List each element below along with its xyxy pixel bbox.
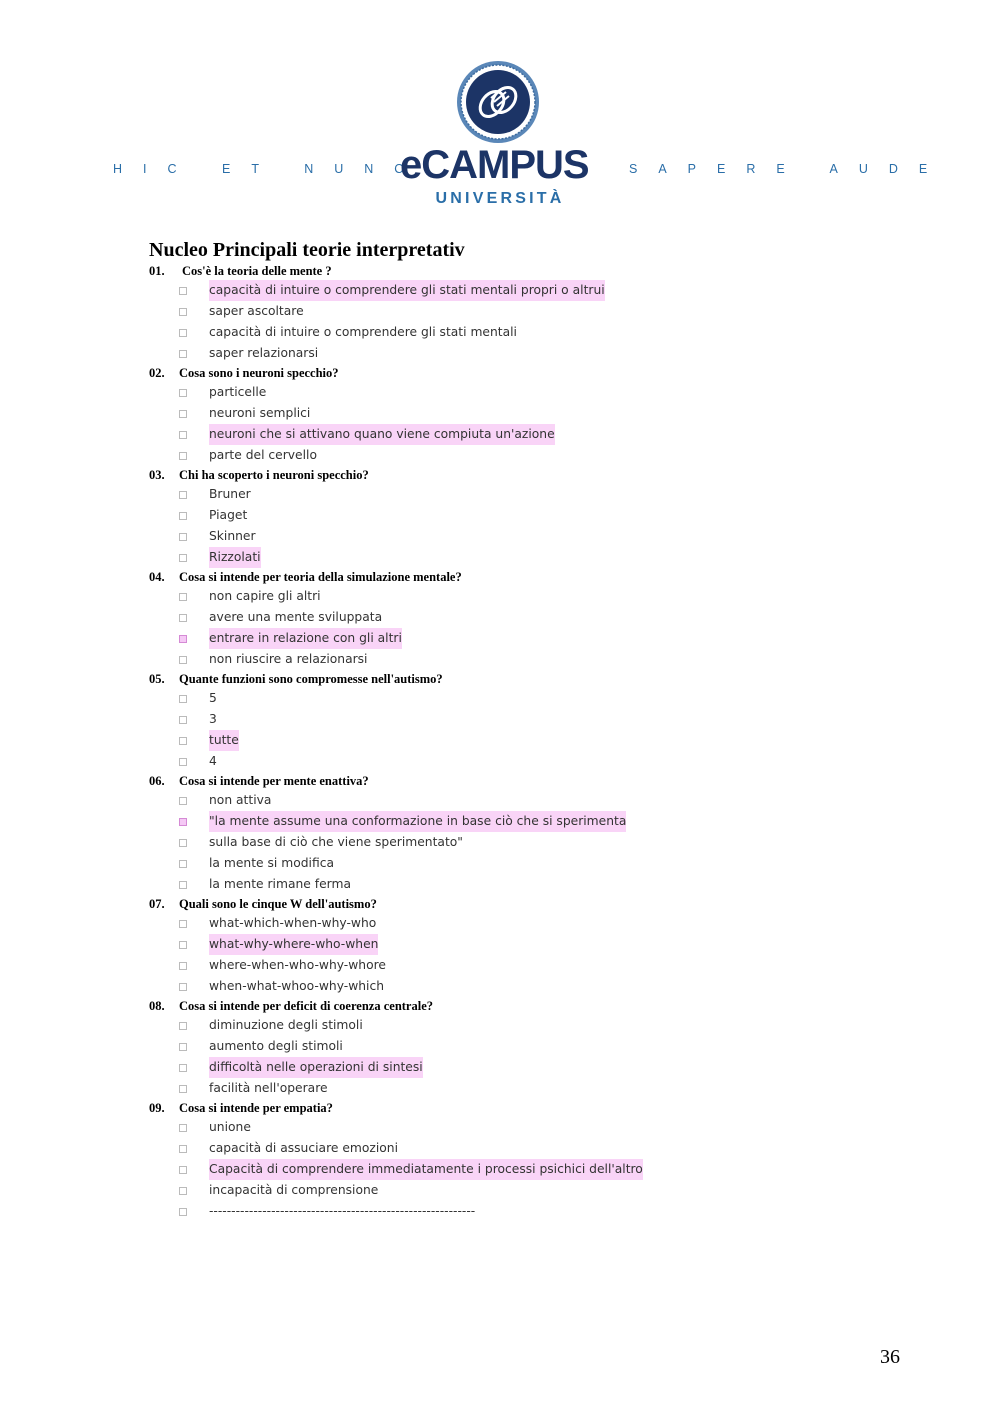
answer-text: capacità di intuire o comprendere gli stati mentali [209, 325, 517, 339]
question-number: 07. [149, 897, 165, 911]
answer-text: la mente si modifica [209, 856, 334, 870]
question-number: 01. [149, 264, 165, 278]
answer-text: ------------------------------------------------------------ [209, 1204, 476, 1218]
question-heading [149, 364, 869, 382]
answer-text-highlighted: what-why-where-who-when [209, 934, 378, 955]
question-heading [149, 670, 869, 688]
checkbox-icon[interactable] [179, 635, 187, 643]
answer-option[interactable] [149, 1180, 869, 1201]
checkbox-icon[interactable] [179, 491, 187, 499]
question-heading [149, 262, 869, 280]
answer-option[interactable] [149, 811, 869, 832]
answer-option[interactable] [149, 484, 869, 505]
answer-option[interactable] [149, 853, 869, 874]
question-number: 09. [149, 1101, 165, 1115]
checkbox-icon[interactable] [179, 287, 187, 295]
answer-text-highlighted: difficoltà nelle operazioni di sintesi [209, 1057, 423, 1078]
answer-text: neuroni semplici [209, 406, 311, 420]
question-heading [149, 772, 869, 790]
answer-option[interactable] [149, 709, 869, 730]
question-number: 02. [149, 366, 165, 380]
checkbox-icon[interactable] [179, 593, 187, 601]
question-number: 06. [149, 774, 165, 788]
checkbox-icon[interactable] [179, 920, 187, 928]
checkbox-icon[interactable] [179, 737, 187, 745]
checkbox-icon[interactable] [179, 1208, 187, 1216]
answer-option[interactable] [149, 382, 869, 403]
answer-option[interactable] [149, 976, 869, 997]
question-text: Cosa sono i neuroni specchio? [179, 366, 339, 380]
page-header [0, 0, 1000, 215]
answer-option[interactable] [149, 343, 869, 364]
answer-option[interactable] [149, 403, 869, 424]
motto-right [629, 162, 949, 176]
answer-text: diminuzione degli stimoli [209, 1018, 363, 1032]
answer-text-highlighted: entrare in relazione con gli altri [209, 628, 402, 649]
question-heading [149, 997, 869, 1015]
answer-text: 4 [209, 754, 217, 768]
checkbox-icon[interactable] [179, 818, 187, 826]
checkbox-icon[interactable] [179, 452, 187, 460]
question-text: Cosa si intende per teoria della simulazione mentale? [179, 570, 462, 584]
answer-text: capacità di assuciare emozioni [209, 1141, 398, 1155]
answer-text: non attiva [209, 793, 272, 807]
checkbox-icon[interactable] [179, 533, 187, 541]
answer-option[interactable] [149, 547, 869, 568]
answer-option[interactable] [149, 1057, 869, 1078]
section-title: Nucleo Principali teorie interpretativ [149, 239, 465, 261]
question-number: 04. [149, 570, 165, 584]
checkbox-icon[interactable] [179, 410, 187, 418]
checkbox-icon[interactable] [179, 512, 187, 520]
answer-option[interactable] [149, 445, 869, 466]
answer-option[interactable] [149, 1138, 869, 1159]
answer-text: particelle [209, 385, 267, 399]
answer-text: 5 [209, 691, 217, 705]
answer-text-highlighted: Rizzolati [209, 547, 261, 568]
question-text: Cosa si intende per mente enattiva? [179, 774, 369, 788]
answer-option[interactable] [149, 1078, 869, 1099]
answer-text-highlighted: "la mente assume una conformazione in base ciò che si sperimenta [209, 811, 626, 832]
page-number: 36 [880, 1346, 900, 1368]
question-text: Chi ha scoperto i neuroni specchio? [179, 468, 369, 482]
question-text: Quante funzioni sono compromesse nell'autismo? [179, 672, 443, 686]
checkbox-icon[interactable] [179, 1124, 187, 1132]
checkbox-icon[interactable] [179, 881, 187, 889]
answer-option[interactable] [149, 1036, 869, 1057]
checkbox-icon[interactable] [179, 962, 187, 970]
checkbox-icon[interactable] [179, 1145, 187, 1153]
checkbox-icon[interactable] [179, 758, 187, 766]
question-text: Cosa si intende per deficit di coerenza centrale? [179, 999, 434, 1013]
checkbox-icon[interactable] [179, 656, 187, 664]
checkbox-icon[interactable] [179, 695, 187, 703]
answer-option[interactable] [149, 913, 869, 934]
checkbox-icon[interactable] [179, 983, 187, 991]
answer-option[interactable] [149, 751, 869, 772]
answer-option[interactable] [149, 586, 869, 607]
checkbox-icon[interactable] [179, 614, 187, 622]
checkbox-icon[interactable] [179, 797, 187, 805]
answer-option[interactable] [149, 322, 869, 343]
answer-option[interactable] [149, 1015, 869, 1036]
answer-option[interactable] [149, 955, 869, 976]
answer-text: avere una mente sviluppata [209, 610, 383, 624]
answer-text: la mente rimane ferma [209, 877, 351, 891]
checkbox-icon[interactable] [179, 329, 187, 337]
question-heading [149, 895, 869, 913]
answer-text: what-which-when-why-who [209, 916, 377, 930]
checkbox-icon[interactable] [179, 860, 187, 868]
checkbox-icon[interactable] [179, 1187, 187, 1195]
answer-option[interactable] [149, 874, 869, 895]
question-text: Cosa si intende per empatia? [179, 1101, 333, 1115]
answer-text: Piaget [209, 508, 248, 522]
checkbox-icon[interactable] [179, 1166, 187, 1174]
answer-text: aumento degli stimoli [209, 1039, 343, 1053]
brand-wordmark: eCAMPUS [400, 143, 589, 187]
checkbox-icon[interactable] [179, 716, 187, 724]
answer-option[interactable] [149, 688, 869, 709]
answer-option[interactable] [149, 832, 869, 853]
answer-text: saper ascoltare [209, 304, 304, 318]
question-text: Cos'è la teoria delle mente ? [182, 264, 332, 278]
checkbox-icon[interactable] [179, 554, 187, 562]
answer-text: sulla base di ciò che viene sperimentato" [209, 835, 463, 849]
motto-left [113, 162, 425, 176]
answer-text: where-when-who-why-whore [209, 958, 386, 972]
answer-option[interactable] [149, 505, 869, 526]
quiz-content [149, 238, 869, 1222]
motto-left-text: HIC ET NUNC [113, 162, 425, 176]
question-list [149, 262, 869, 1222]
answer-text: parte del cervello [209, 448, 317, 462]
question-text: Quali sono le cinque W dell'autismo? [179, 897, 377, 911]
checkbox-icon[interactable] [179, 1085, 187, 1093]
checkbox-icon[interactable] [179, 1043, 187, 1051]
question-heading [149, 466, 869, 484]
checkbox-icon[interactable] [179, 1064, 187, 1072]
answer-option[interactable] [149, 649, 869, 670]
answer-text: non riuscire a relazionarsi [209, 652, 368, 666]
answer-text-highlighted: neuroni che si attivano quano viene compiuta un'azione [209, 424, 555, 445]
checkbox-icon[interactable] [179, 350, 187, 358]
brand-subtitle: UNIVERSITÀ [435, 190, 565, 207]
checkbox-icon[interactable] [179, 839, 187, 847]
question-number: 05. [149, 672, 165, 686]
answer-option[interactable] [149, 280, 869, 301]
answer-option[interactable] [149, 424, 869, 445]
answer-text: Skinner [209, 529, 256, 543]
answer-option[interactable] [149, 628, 869, 649]
question-number: 03. [149, 468, 165, 482]
answer-text: when-what-whoo-why-which [209, 979, 385, 993]
answer-text-highlighted: capacità di intuire o comprendere gli stati mentali propri o altrui [209, 280, 605, 301]
answer-text: 3 [209, 712, 217, 726]
answer-text-highlighted: tutte [209, 730, 239, 751]
question-number: 08. [149, 999, 165, 1013]
answer-text: Bruner [209, 487, 251, 501]
answer-option[interactable] [149, 790, 869, 811]
answer-option[interactable] [149, 607, 869, 628]
answer-option[interactable] [149, 1201, 869, 1222]
answer-option[interactable] [149, 526, 869, 547]
answer-option[interactable] [149, 730, 869, 751]
question-heading [149, 1099, 869, 1117]
answer-text: incapacità di comprensione [209, 1183, 379, 1197]
answer-option[interactable] [149, 1117, 869, 1138]
answer-text-highlighted: Capacità di comprendere immediatamente i processi psichici dell'altro [209, 1159, 643, 1180]
checkbox-icon[interactable] [179, 1022, 187, 1030]
answer-text: facilità nell'operare [209, 1081, 328, 1095]
answer-text: non capire gli altri [209, 589, 321, 603]
checkbox-icon[interactable] [179, 389, 187, 397]
answer-option[interactable] [149, 1159, 869, 1180]
motto-right-text: SAPERE AUDE [629, 162, 949, 176]
answer-option[interactable] [149, 301, 869, 322]
answer-text: saper relazionarsi [209, 346, 319, 360]
university-seal-logo [456, 60, 540, 144]
question-heading [149, 568, 869, 586]
checkbox-icon[interactable] [179, 308, 187, 316]
checkbox-icon[interactable] [179, 431, 187, 439]
checkbox-icon[interactable] [179, 941, 187, 949]
answer-option[interactable] [149, 934, 869, 955]
answer-text: unione [209, 1120, 251, 1134]
